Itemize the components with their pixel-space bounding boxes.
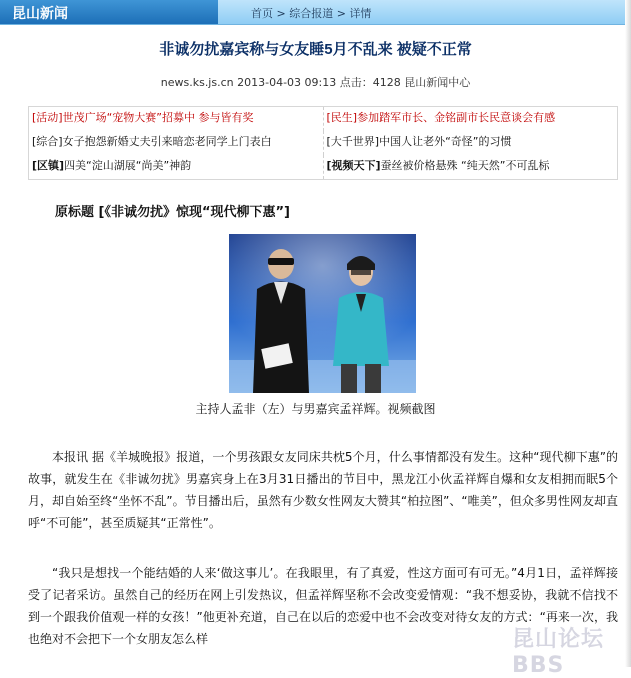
breadcrumb-separator: >	[273, 7, 290, 20]
link-tag: [综合]	[32, 135, 63, 148]
article-meta: news.ks.js.cn 2013-04-03 09:13 点击：4128 昆山新闻中心	[160, 76, 471, 89]
link-text[interactable]: 中国人让老外“奇怪”的习惯	[379, 135, 512, 148]
breadcrumb-section-link[interactable]: 综合报道	[289, 7, 334, 20]
article-photo	[229, 234, 416, 393]
page-edge-shadow	[625, 0, 631, 667]
site-name[interactable]: 昆山新闻	[12, 6, 68, 22]
related-link[interactable]	[29, 107, 323, 131]
top-navigation-bar	[0, 0, 631, 25]
site-tab[interactable]	[0, 0, 218, 24]
breadcrumb-current: 详情	[349, 7, 372, 20]
link-tag: [视频天下]	[326, 159, 381, 172]
link-tag: [区镇]	[32, 159, 65, 172]
link-text[interactable]: 世茂广场“宠物大赛”招募中 参与皆有奖	[62, 111, 254, 124]
photo-caption: 主持人孟非（左）与男嘉宾孟祥辉。视频截图	[195, 402, 436, 416]
related-link[interactable]	[29, 131, 323, 155]
related-link[interactable]	[323, 155, 618, 179]
related-links-row	[29, 107, 617, 131]
article-title: 非诚勿扰嘉宾称与女友睡5月不乱来 被疑不正常	[159, 41, 472, 58]
original-title: 原标题 [《非诚勿扰》惊现“现代柳下惠”]	[55, 205, 290, 220]
related-link[interactable]	[29, 155, 323, 179]
link-tag: [民生]	[326, 111, 358, 124]
breadcrumb-separator: >	[333, 7, 350, 20]
link-text[interactable]: 四美“淀山湖展“尚美”神韵	[64, 159, 192, 172]
related-link[interactable]	[323, 131, 618, 155]
link-tag: [活动]	[32, 111, 63, 124]
breadcrumb-home-link[interactable]: 首页	[251, 7, 273, 20]
related-links-row	[29, 155, 617, 179]
article-paragraph: “我只是想找一个能结婚的人来‘做这事儿’。在我眼里，有了真爱，性这方面可有可无。”4月1日，孟祥辉接受了记者采访。虽然自己的经历在网上引发热议，但孟祥辉坚称不会改变爱情观：“我不想妥协，我就不信找不到一个跟我价值观一样的女孩！”他更补充道，自己在以后的恋爱中也不会改变对待女友的方式：“再来一次，我也绝对不会把下一个女朋友怎么样	[28, 566, 618, 646]
link-text[interactable]: 女子抱怨新婚丈夫引来暗恋老同学上门表白	[62, 135, 272, 148]
photo-illustration	[229, 234, 416, 393]
link-tag: [大千世界]	[326, 135, 380, 148]
breadcrumb	[251, 5, 371, 21]
forum-watermark: 昆山论坛BBS	[512, 627, 605, 678]
article-paragraph: 本报讯 据《羊城晚报》报道，一个男孩跟女友同床共枕5个月，什么事情都没有发生。这种“现代柳下惠”的故事，就发生在《非诚勿扰》男嘉宾身上在3月31日播出的节目中，黑龙江小伙孟祥辉自爆和女友相拥而眠5个月，却自始至终“坐怀不乱”。节目播出后，虽然有少数女性网友大赞其“柏拉图”、“唯美”，但众多男性网友却直呼“不可能”，甚至质疑其“正常性”。	[28, 450, 618, 530]
related-link[interactable]	[323, 107, 618, 131]
link-text[interactable]: 蚕丝被价格悬殊 “纯天然”不可乱标	[380, 159, 550, 172]
link-text[interactable]: 参加踏军市长、金铭副市长民意谈会有感	[357, 111, 556, 124]
related-links-row	[29, 131, 617, 155]
related-links-box	[28, 106, 618, 180]
